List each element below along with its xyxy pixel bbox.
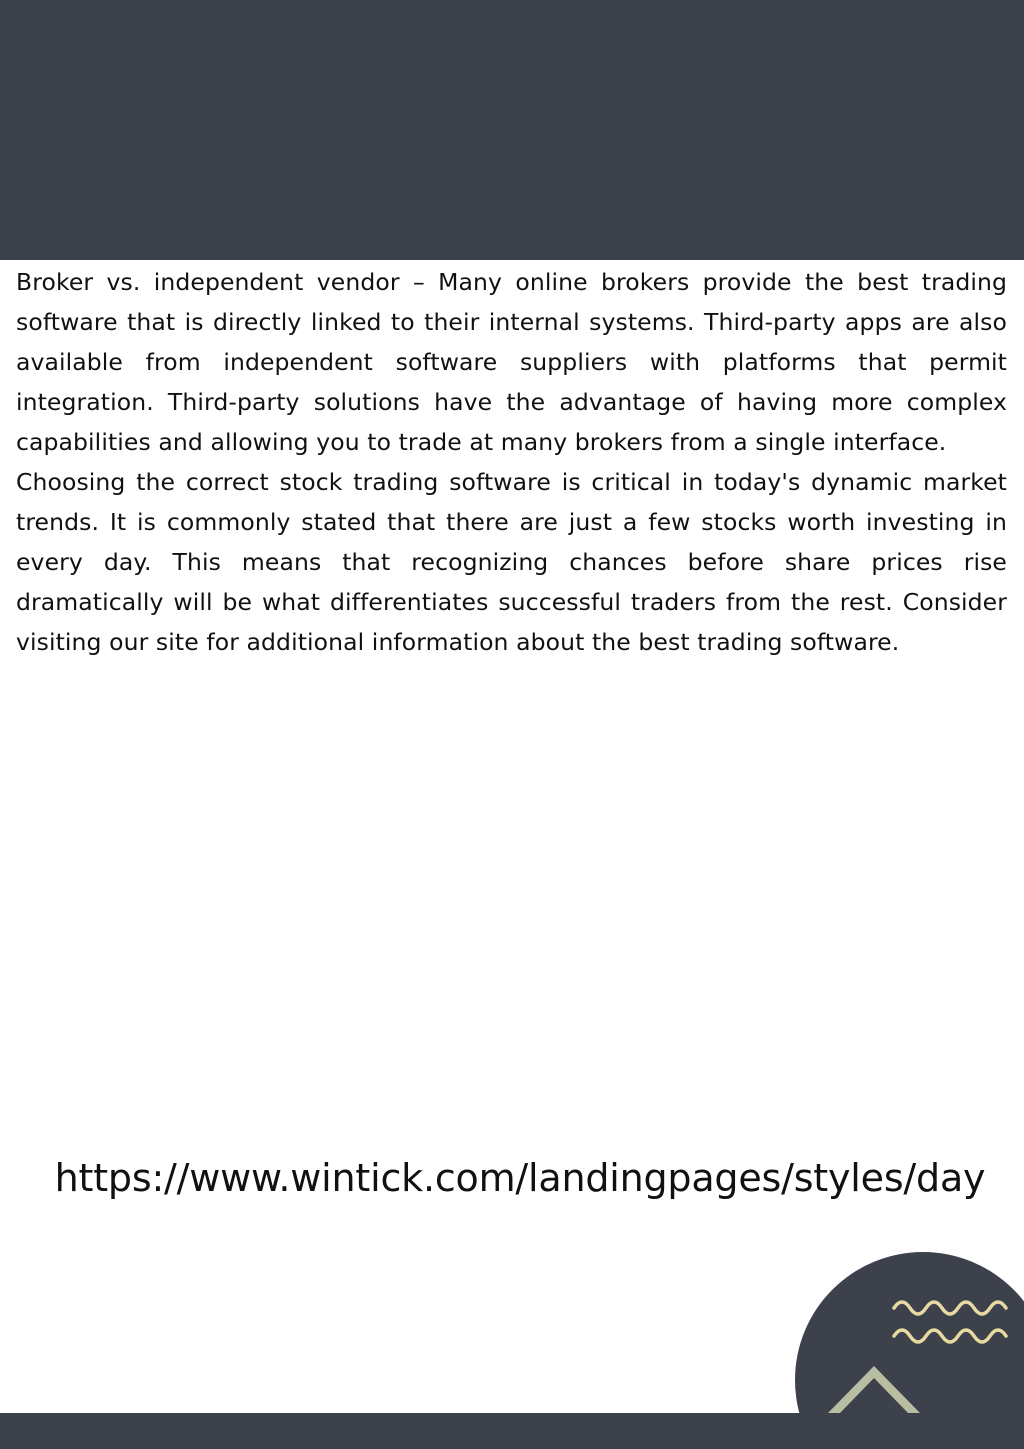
corner-decoration-graphic <box>780 1215 1024 1415</box>
body-text <box>16 262 1007 662</box>
footer-band <box>0 1413 1024 1449</box>
header-band <box>0 0 1024 260</box>
paragraph-broker-vendor: Broker vs. independent vendor – Many online brokers provide the best trading software that is directly linked to their internal systems. Third-party apps are also available from independent software suppliers with platforms that permit integration. Third-party solutions have the advantage of having more complex capabilities and allowing you to trade at many brokers from a single interface. <box>16 268 1007 456</box>
corner-decoration <box>780 1215 1024 1415</box>
paragraph-choosing-software: Choosing the correct stock trading software is critical in today's dynamic market trends. It is commonly stated that there are just a few stocks worth investing in every day. This means that recognizing chances before share prices rise dramatically will be what differentiates successful traders from the rest. Consider visiting our site for additional information about the best trading software. <box>16 468 1007 656</box>
website-url: https://www.wintick.com/landingpages/styles/day <box>54 1156 986 1200</box>
